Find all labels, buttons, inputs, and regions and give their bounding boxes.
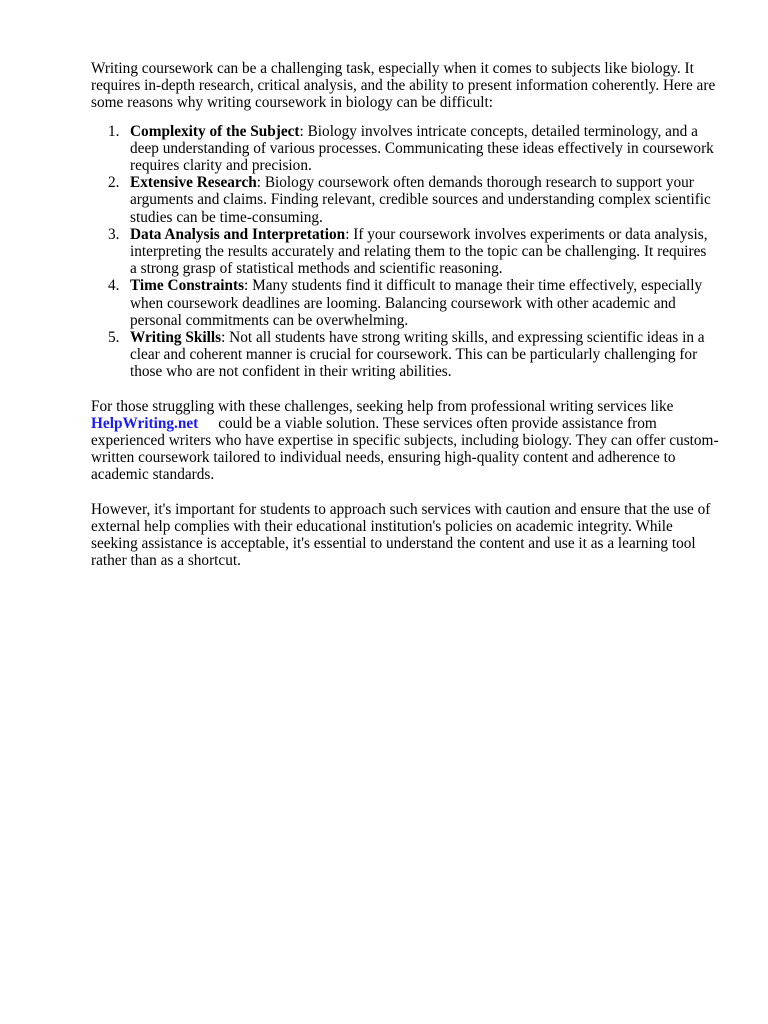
list-text: Biology involves intricate concepts, detailed terminology, and a deep understanding of various processes. Communicating these ideas effectively in coursework requires clarity and precision. (130, 122, 714, 175)
term-separator: : (244, 277, 249, 295)
list-item (91, 329, 716, 381)
caution-paragraph: However, it's important for students to approach such services with caution and ensure that the use of external help complies with their educational institution's policies on academic integrity. While seeking assistance is acceptable, it's essential to understand the content and use it as a learning tool rather than as a shortcut. (91, 500, 711, 570)
list-term: Complexity of the Subject (130, 122, 300, 140)
help-text-after: could be a viable solution. These services often provide assistance from experienced writers who have expertise in specific subjects, including biology. They can offer custom-written coursework tailored to individual needs, ensuring high-quality content and adherence to academic standards. (91, 414, 719, 484)
term-separator: : (256, 174, 261, 192)
list-text: If your coursework involves experiments or data analysis, interpreting the results accurately and relating them to the topic can be challenging. It requires a strong grasp of statistical methods and scientific reasoning. (130, 225, 708, 278)
reasons-list (91, 123, 731, 381)
list-term: Time Constraints (130, 277, 245, 295)
list-text: Biology coursework often demands thorough research to support your arguments and claims. Finding relevant, credible sources and understanding complex scientific studies can be time-consuming. (130, 174, 711, 226)
intro-paragraph: Writing coursework can be a challenging task, especially when it comes to subjects like biology. It requires in-depth research, critical analysis, and the ability to present information coherently. Here are some reasons why writing coursework in biology can be difficult: (91, 60, 716, 112)
list-term: Writing Skills (130, 329, 222, 347)
list-item (91, 123, 716, 175)
list-item (91, 226, 716, 278)
list-number: 1. (108, 122, 120, 140)
term-separator: : (221, 329, 226, 347)
list-item (91, 277, 716, 329)
help-paragraph (91, 398, 727, 484)
list-term: Data Analysis and Interpretation (130, 225, 346, 243)
list-number: 2. (108, 174, 120, 192)
list-text: Many students find it difficult to manage their time effectively, especially when coursework deadlines are looming. Balancing coursework with other academic and personal commitments can be overwhelming. (130, 277, 703, 329)
list-term: Extensive Research (130, 174, 257, 192)
helpwriting-link[interactable]: HelpWriting.net (91, 414, 199, 432)
list-text: Not all students have strong writing skills, and expressing scientific ideas in a clear and coherent manner is crucial for coursework. This can be particularly challenging for those who are not confident in their writing abilities. (130, 329, 705, 381)
term-separator: : (299, 122, 304, 140)
list-item (91, 174, 716, 226)
list-number: 4. (108, 277, 120, 295)
term-separator: : (345, 225, 350, 243)
list-number: 5. (108, 329, 120, 347)
document-page (91, 60, 731, 569)
list-number: 3. (108, 225, 120, 243)
help-text-before: For those struggling with these challenges, seeking help from professional writing services like (91, 397, 674, 415)
